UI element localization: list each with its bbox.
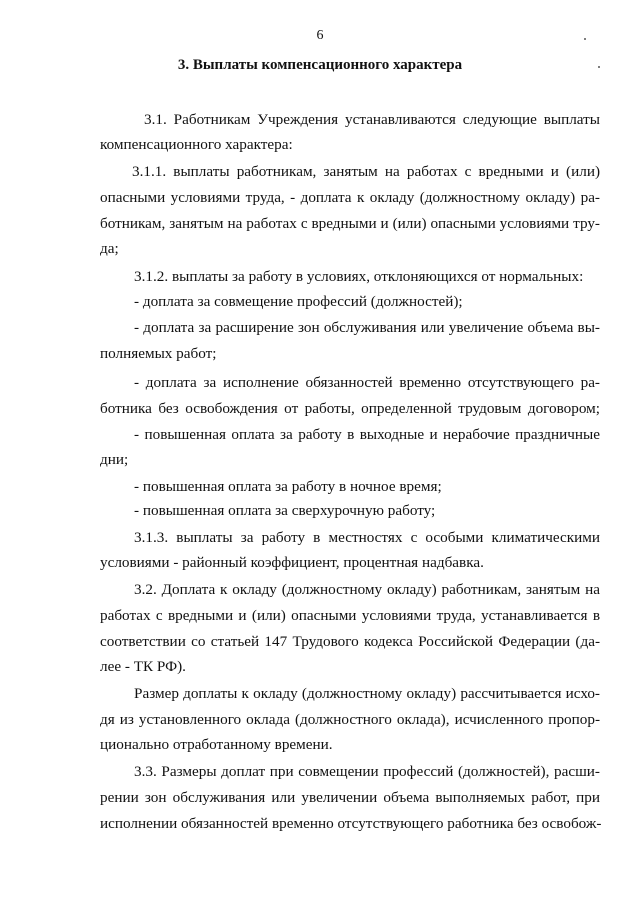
text-line: - доплата за расширение зон обслуживания или увеличение объема вы- xyxy=(134,319,600,336)
text-line: 3.2. Доплата к окладу (должностному окладу) работникам, занятым на xyxy=(134,581,600,598)
page-number: 6 xyxy=(316,28,324,43)
text-line: 3.3. Размеры доплат при совмещении профессий (должностей), расши- xyxy=(134,763,600,780)
text-line: дя из установленного оклада (должностного оклада), исчисленного пропор- xyxy=(100,711,600,728)
text-line: ботника без освобождения от работы, определенной трудовым договором; xyxy=(100,400,600,417)
text-line: 3.1.3. выплаты за работу в местностях с особыми климатическими xyxy=(134,529,600,546)
text-line: ционально отработанному времени. xyxy=(100,736,333,753)
text-line: соответствии со статьей 147 Трудового кодекса Российской Федерации (да- xyxy=(100,633,600,650)
text-line: - повышенная оплата за работу в ночное время; xyxy=(134,478,442,495)
scan-speck xyxy=(598,66,600,68)
text-line: да; xyxy=(100,240,119,257)
scan-speck xyxy=(584,38,586,40)
text-line: исполнении обязанностей временно отсутствующего работника без освобож- xyxy=(100,815,602,832)
section-heading: 3. Выплаты компенсационного характера xyxy=(177,57,463,73)
text-line: компенсационного характера: xyxy=(100,136,293,153)
text-line: лее - ТК РФ). xyxy=(100,658,186,675)
text-line: - доплата за исполнение обязанностей временно отсутствующего ра- xyxy=(134,374,600,391)
text-line: - повышенная оплата за работу в выходные и нерабочие праздничные xyxy=(134,426,600,443)
text-line: ботникам, занятым на работах с вредными и (или) опасными условиями тру- xyxy=(100,215,600,232)
text-line: - повышенная оплата за сверхурочную работу; xyxy=(134,502,436,519)
text-line: Размер доплаты к окладу (должностному окладу) рассчитывается исхо- xyxy=(134,685,600,702)
text-line: опасными условиями труда, - доплата к окладу (должностному окладу) ра- xyxy=(100,189,600,206)
text-line: - доплата за совмещение профессий (должностей); xyxy=(134,293,463,310)
text-line: 3.1.1. выплаты работникам, занятым на работах с вредными и (или) xyxy=(132,163,600,180)
text-line: рении зон обслуживания или увеличении объема выполняемых работ, при xyxy=(100,789,600,806)
text-line: условиями - районный коэффициент, процентная надбавка. xyxy=(100,554,484,571)
text-line: 3.1.2. выплаты за работу в условиях, отклоняющихся от нормальных: xyxy=(134,268,584,285)
text-line: 3.1. Работникам Учреждения устанавливаются следующие выплаты xyxy=(144,111,600,128)
text-line: дни; xyxy=(100,451,129,468)
text-line: работах с вредными и (или) опасными условиями труда, устанавливается в xyxy=(100,607,600,624)
text-line: полняемых работ; xyxy=(100,345,217,362)
